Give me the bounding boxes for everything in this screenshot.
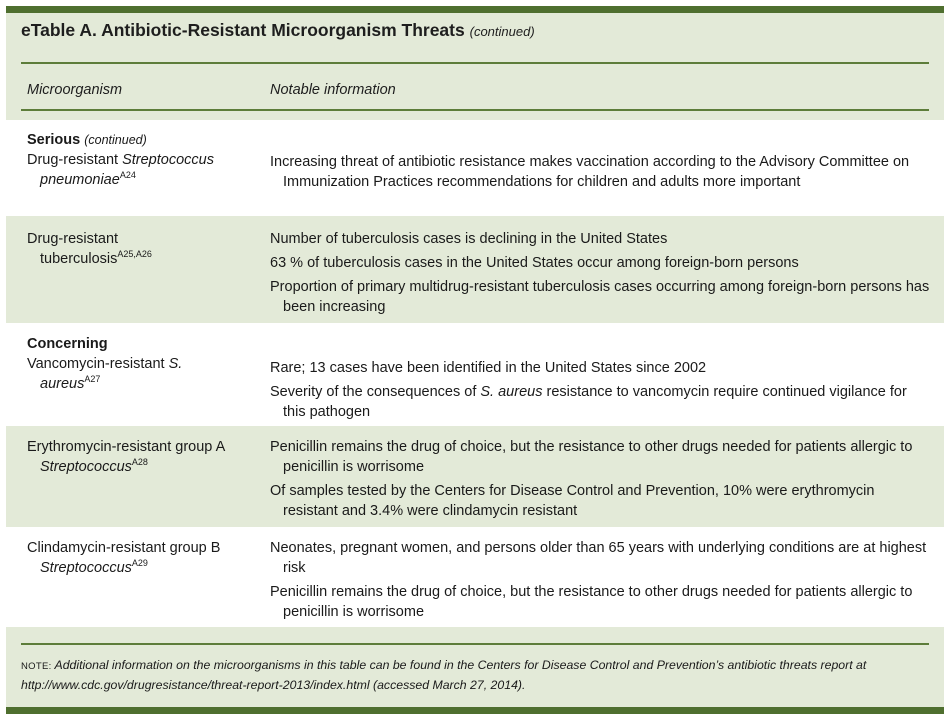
microorganism-name: Drug-resistant tuberculosis$^{A25,A26}$ [27, 231, 152, 267]
notable-info-cell [270, 538, 930, 622]
header-rule [21, 109, 929, 111]
info-line: Severity of the consequences of S. aureus resistance to vancomycin require continued vigilance for this pathogen [270, 384, 907, 420]
info-line: Neonates, pregnant women, and persons older than 65 years with underlying conditions are at highest risk [270, 540, 927, 576]
info-line: Penicillin remains the drug of choice, but the resistance to other drugs needed for patients allergic to penicillin is worrisome [270, 439, 913, 475]
table-row [6, 527, 944, 627]
section-heading: Concerning [27, 336, 108, 352]
info-line: Rare; 13 cases have been identified in the United States since 2002 [270, 360, 707, 376]
title-rule [21, 62, 929, 64]
table-title-suffix: (continued) [469, 24, 535, 39]
info-line: Penicillin remains the drug of choice, but the resistance to other drugs needed for patients allergic to penicillin is worrisome [270, 584, 913, 620]
microorganism-name: Clindamycin-resistant group B Streptococcus$^{A29}$ [27, 540, 221, 576]
microorganism-name: Erythromycin-resistant group A Streptococcus$^{A28}$ [27, 439, 225, 475]
microorganism-cell [27, 437, 259, 477]
microorganism-name: Vancomycin-resistant S. aureus$^{A27}$ [27, 356, 183, 392]
microorganism-cell [27, 229, 167, 269]
info-line: Of samples tested by the Centers for Disease Control and Prevention, 10% were erythromycin resistant and 3.4% were clindamycin resistant [270, 483, 875, 519]
note-text: Additional information on the microorganisms in this table can be found in the Centers for Disease Control and Prevention’s antibiotic threats report at http://www.cdc.gov/drugresistance/threat-report-2013/index.html (accessed March 27, 2014). [21, 658, 867, 692]
info-line: Proportion of primary multidrug-resistant tuberculosis cases occurring among foreign-born persons has been increasing [270, 279, 930, 315]
info-line: Number of tuberculosis cases is declining in the United States [270, 231, 668, 247]
table-title-text: eTable A. Antibiotic-Resistant Microorganism Threats [21, 20, 465, 40]
col-header-microorganism: Microorganism [27, 82, 123, 98]
info-line: 63 % of tuberculosis cases in the United States occur among foreign-born persons [270, 255, 799, 271]
table-row [6, 426, 944, 527]
section-heading: Serious (continued) [27, 132, 147, 148]
bottom-border-bar [6, 707, 944, 714]
top-border-bar [6, 6, 944, 13]
table-row [6, 323, 944, 426]
table-title [21, 20, 535, 41]
info-line: Increasing threat of antibiotic resistance makes vaccination according to the Advisory Committee on Immunization Practices recommendations for children and adults more important [270, 154, 910, 190]
footer-rule [21, 643, 929, 645]
table-row [6, 216, 944, 323]
microorganism-name: Drug-resistant Streptococcus pneumoniae$^{A24}$ [27, 152, 214, 188]
microorganism-cell [27, 538, 259, 578]
note-label: NOTE: [21, 661, 52, 672]
notable-info-cell [270, 152, 930, 192]
notable-info-cell [270, 437, 930, 521]
table-row [6, 120, 944, 216]
col-header-notable-info: Notable information [270, 82, 396, 98]
table-note [21, 656, 929, 695]
microorganism-cell [27, 130, 259, 190]
notable-info-cell [270, 358, 930, 422]
notable-info-cell [270, 229, 930, 317]
microorganism-cell [27, 334, 187, 394]
